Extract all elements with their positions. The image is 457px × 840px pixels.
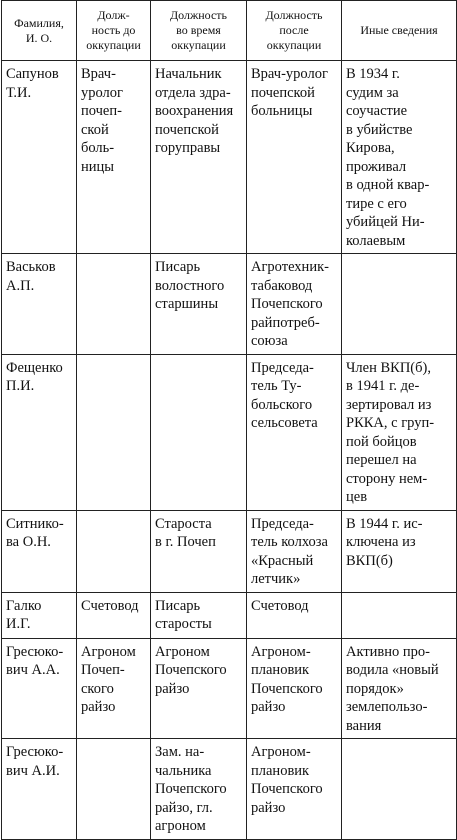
after-cell: Агроном- плановик Почепского райзо xyxy=(247,739,342,840)
other-cell: Член ВКП(б), в 1941 г. де- зертировал из РККА, с груп- пой бойцов перешел на сторону нем- цев xyxy=(342,354,457,510)
table-row xyxy=(2,638,457,739)
before-cell: Счетовод xyxy=(77,592,151,638)
after-cell: Председа- тель колхоза «Красный летчик» xyxy=(247,510,342,592)
name-cell: Ситнико- ва О.Н. xyxy=(2,510,77,592)
name-cell: Сапунов Т.И. xyxy=(2,61,77,254)
header-name: Фамилия, И. О. xyxy=(2,1,77,61)
other-cell xyxy=(342,592,457,638)
during-cell: Агроном Почепского райзо xyxy=(151,638,247,739)
during-cell: Староста в г. Почеп xyxy=(151,510,247,592)
before-cell xyxy=(77,354,151,510)
other-cell: Активно про- водила «новый порядок» землепользо- вания xyxy=(342,638,457,739)
other-cell: В 1934 г. судим за соучастие в убийстве Кирова, проживал в одной квар- тире с его убийцей Ни- колаевым xyxy=(342,61,457,254)
during-cell: Начальник отдела здра- воохранения почепской горуправы xyxy=(151,61,247,254)
other-cell: В 1944 г. ис- ключена из ВКП(б) xyxy=(342,510,457,592)
after-cell: Врач-уролог почепской больницы xyxy=(247,61,342,254)
name-cell: Гресюко- вич А.А. xyxy=(2,638,77,739)
table-row xyxy=(2,354,457,510)
name-cell: Гресюко- вич А.И. xyxy=(2,739,77,840)
before-cell: Врач- уролог почеп- ской боль- ницы xyxy=(77,61,151,254)
header-other-info: Иные сведения xyxy=(342,1,457,61)
other-cell xyxy=(342,254,457,355)
table-row xyxy=(2,592,457,638)
before-cell xyxy=(77,254,151,355)
table-row xyxy=(2,510,457,592)
table-row xyxy=(2,739,457,840)
after-cell: Председа- тель Ту- больского сельсовета xyxy=(247,354,342,510)
before-cell: Агроном Почеп- ского райзо xyxy=(77,638,151,739)
after-cell: Агротехник- табаковод Почепского райпотреб- союза xyxy=(247,254,342,355)
name-cell: Галко И.Г. xyxy=(2,592,77,638)
after-cell: Агроном- плановик Почепского райзо xyxy=(247,638,342,739)
header-position-during: Должность во время оккупации xyxy=(151,1,247,61)
during-cell xyxy=(151,354,247,510)
other-cell xyxy=(342,739,457,840)
during-cell: Зам. на- чальника Почепского райзо, гл. агроном xyxy=(151,739,247,840)
during-cell: Писарь волостного старшины xyxy=(151,254,247,355)
occupation-table xyxy=(1,0,457,840)
table-row xyxy=(2,61,457,254)
table-row xyxy=(2,254,457,355)
name-cell: Фещенко П.И. xyxy=(2,354,77,510)
before-cell xyxy=(77,510,151,592)
before-cell xyxy=(77,739,151,840)
header-position-after: Должность после оккупации xyxy=(247,1,342,61)
name-cell: Васьков А.П. xyxy=(2,254,77,355)
header-position-before: Долж- ность до оккупации xyxy=(77,1,151,61)
during-cell: Писарь старосты xyxy=(151,592,247,638)
table-header-row xyxy=(2,1,457,61)
after-cell: Счетовод xyxy=(247,592,342,638)
